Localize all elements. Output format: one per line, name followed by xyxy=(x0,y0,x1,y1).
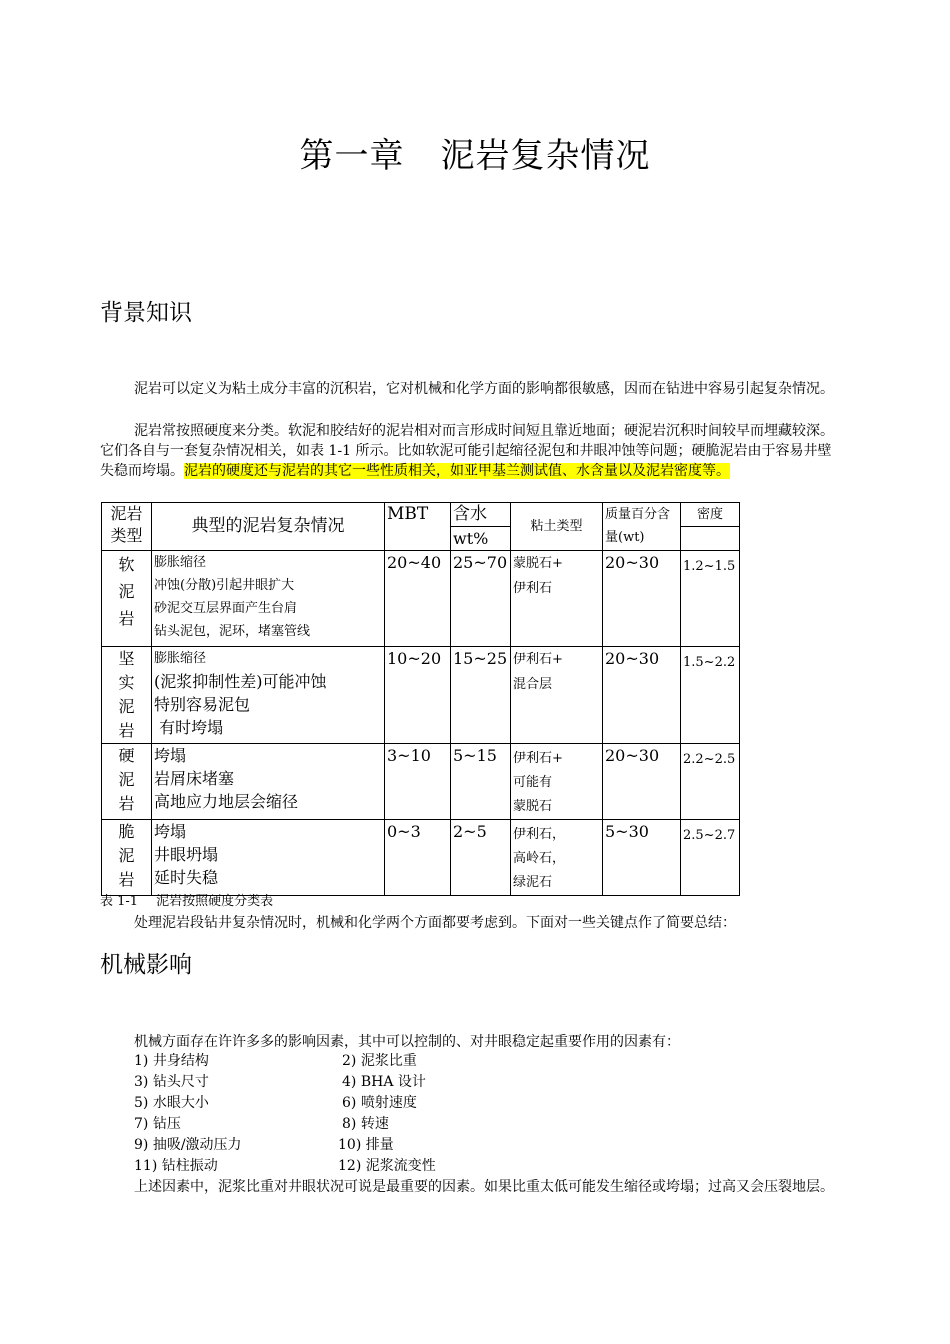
factor: 12) 泥浆流变性 xyxy=(338,1158,436,1174)
factor-list xyxy=(134,1051,436,1177)
page-title: 第一章 泥岩复杂情况 xyxy=(299,136,651,176)
factor: 4) BHA 设计 xyxy=(342,1074,426,1090)
clay-item: 伊利石+ xyxy=(513,751,563,766)
clay-item: 伊利石 xyxy=(513,581,553,596)
issue-item: 垮塌 xyxy=(154,822,187,841)
cell-clay xyxy=(511,744,603,820)
cell-density: 1.2~1.5 xyxy=(681,551,740,647)
table-row xyxy=(102,647,740,744)
paragraph-mechanical-intro: 机械方面存在许许多多的影响因素，其中可以控制的、对井眼稳定起重要作用的因素有： xyxy=(134,1034,680,1050)
list-item xyxy=(134,1135,436,1156)
factor: 10) 排量 xyxy=(338,1137,394,1153)
paragraph-classification xyxy=(100,421,838,481)
header-water-unit: wt% xyxy=(451,527,511,551)
paragraph-mud-weight: 上述因素中，泥浆比重对井眼状况可说是最重要的因素。如果比重太低可能发生缩径或垮塌；过高又会压裂地层。 xyxy=(134,1179,834,1195)
issue-item: 延时失稳 xyxy=(154,868,219,887)
list-item xyxy=(134,1072,436,1093)
issue-item: 膨胀缩径 xyxy=(154,651,207,666)
cell-clay xyxy=(511,647,603,744)
header-issues: 典型的泥岩复杂情况 xyxy=(152,503,385,551)
header-empty-cell xyxy=(681,527,740,551)
cell-mbt: 20~40 xyxy=(385,551,451,647)
cell-mbt: 10~20 xyxy=(385,647,451,744)
type-label: 坚实泥岩 xyxy=(118,649,135,740)
issue-item: 井眼坍塌 xyxy=(154,845,219,864)
paragraph-definition: 泥岩可以定义为粘土成分丰富的沉积岩，它对机械和化学方面的影响都很敏感，因而在钻进中容易引起复杂情况。 xyxy=(134,381,834,397)
cell-water: 5~15 xyxy=(451,744,511,820)
issue-item: (泥浆抑制性差)可能冲蚀 xyxy=(154,672,327,691)
cell-type xyxy=(102,744,152,820)
issue-item: 垮塌 xyxy=(154,746,187,765)
shale-classification-table xyxy=(101,502,740,896)
clay-item: 混合层 xyxy=(513,677,553,692)
factor: 3) 钻头尺寸 xyxy=(134,1074,209,1090)
table-row xyxy=(102,551,740,647)
list-item xyxy=(134,1093,436,1114)
cell-water: 25~70 xyxy=(451,551,511,647)
caption-number: 表 1-1 xyxy=(100,894,139,909)
table-caption xyxy=(100,890,273,909)
paragraph-classification-text: 泥岩常按照硬度来分类。软泥和胶结好的泥岩相对而言形成时间短且靠近地面；硬泥岩沉积时间较早而埋藏较深。它们各自与一套复杂情况相关，如表 1-1 所示。比如软泥可能引起缩径泥包和井眼冲蚀等问题；硬脆泥岩由于容易井壁失稳而垮塌。 xyxy=(100,423,834,479)
cell-mbt: 0~3 xyxy=(385,820,451,896)
issue-item: 砂泥交互层界面产生台肩 xyxy=(154,601,298,616)
cell-mass: 20~30 xyxy=(603,551,681,647)
issue-item: 特别容易泥包 xyxy=(154,695,251,714)
clay-item: 高岭石， xyxy=(513,851,566,866)
list-item xyxy=(134,1156,436,1177)
cell-density: 1.5~2.2 xyxy=(681,647,740,744)
factor: 5) 水眼大小 xyxy=(134,1095,209,1111)
cell-type xyxy=(102,647,152,744)
type-label: 脆泥岩 xyxy=(118,822,135,889)
type-label: 软泥岩 xyxy=(118,555,135,628)
list-item xyxy=(134,1051,436,1072)
header-shale-type: 泥岩类型 xyxy=(102,503,152,551)
type-label: 硬泥岩 xyxy=(118,746,135,813)
table-header-row xyxy=(102,503,740,527)
list-item xyxy=(134,1114,436,1135)
highlighted-text: 泥岩的硬度还与泥岩的其它一些性质相关，如亚甲基兰测试值、水含量以及泥岩密度等。 xyxy=(184,463,730,479)
cell-issues xyxy=(152,820,385,896)
header-mbt: MBT xyxy=(385,503,451,551)
clay-item: 伊利石+ xyxy=(513,652,563,667)
cell-issues xyxy=(152,744,385,820)
cell-water: 2~5 xyxy=(451,820,511,896)
issue-item: 膨胀缩径 xyxy=(154,555,207,570)
cell-issues xyxy=(152,551,385,647)
clay-item: 蒙脱石 xyxy=(513,799,553,814)
clay-item: 伊利石， xyxy=(513,827,566,842)
cell-clay xyxy=(511,551,603,647)
cell-issues xyxy=(152,647,385,744)
issue-item: 冲蚀(分散)引起井眼扩大 xyxy=(154,578,295,593)
factor: 6) 喷射速度 xyxy=(342,1095,417,1111)
factor: 9) 抽吸/激动压力 xyxy=(134,1137,242,1153)
header-water: 含水 xyxy=(451,503,511,527)
cell-type xyxy=(102,551,152,647)
table-row xyxy=(102,820,740,896)
caption-text: 泥岩按照硬度分类表 xyxy=(156,894,274,909)
cell-clay xyxy=(511,820,603,896)
cell-mass: 20~30 xyxy=(603,744,681,820)
cell-mbt: 3~10 xyxy=(385,744,451,820)
cell-water: 15~25 xyxy=(451,647,511,744)
header-density: 密度 xyxy=(681,503,740,527)
paragraph-summary: 处理泥岩段钻井复杂情况时，机械和化学两个方面都要考虑到。下面对一些关键点作了简要总结： xyxy=(134,915,736,931)
table-row xyxy=(102,744,740,820)
issue-item: 高地应力地层会缩径 xyxy=(154,792,299,811)
issue-item: 岩屑床堵塞 xyxy=(154,769,235,788)
factor: 11) 钻柱振动 xyxy=(134,1158,218,1174)
factor: 8) 转速 xyxy=(342,1116,389,1132)
header-mass: 质量百分含量(wt) xyxy=(603,503,681,551)
cell-mass: 20~30 xyxy=(603,647,681,744)
factor: 1) 井身结构 xyxy=(134,1053,209,1069)
cell-density: 2.5~2.7 xyxy=(681,820,740,896)
factor: 2) 泥浆比重 xyxy=(342,1053,417,1069)
cell-type xyxy=(102,820,152,896)
cell-density: 2.2~2.5 xyxy=(681,744,740,820)
clay-item: 绿泥石 xyxy=(513,875,553,890)
issue-item: 有时垮塌 xyxy=(154,718,224,737)
cell-mass: 5~30 xyxy=(603,820,681,896)
issue-item: 钻头泥包，泥环，堵塞管线 xyxy=(154,624,311,639)
section-heading-background: 背景知识 xyxy=(100,300,192,326)
section-heading-mechanical: 机械影响 xyxy=(100,952,192,978)
clay-item: 蒙脱石+ xyxy=(513,556,563,571)
header-clay: 粘土类型 xyxy=(511,503,603,551)
clay-item: 可能有 xyxy=(513,775,553,790)
factor: 7) 钻压 xyxy=(134,1116,181,1132)
